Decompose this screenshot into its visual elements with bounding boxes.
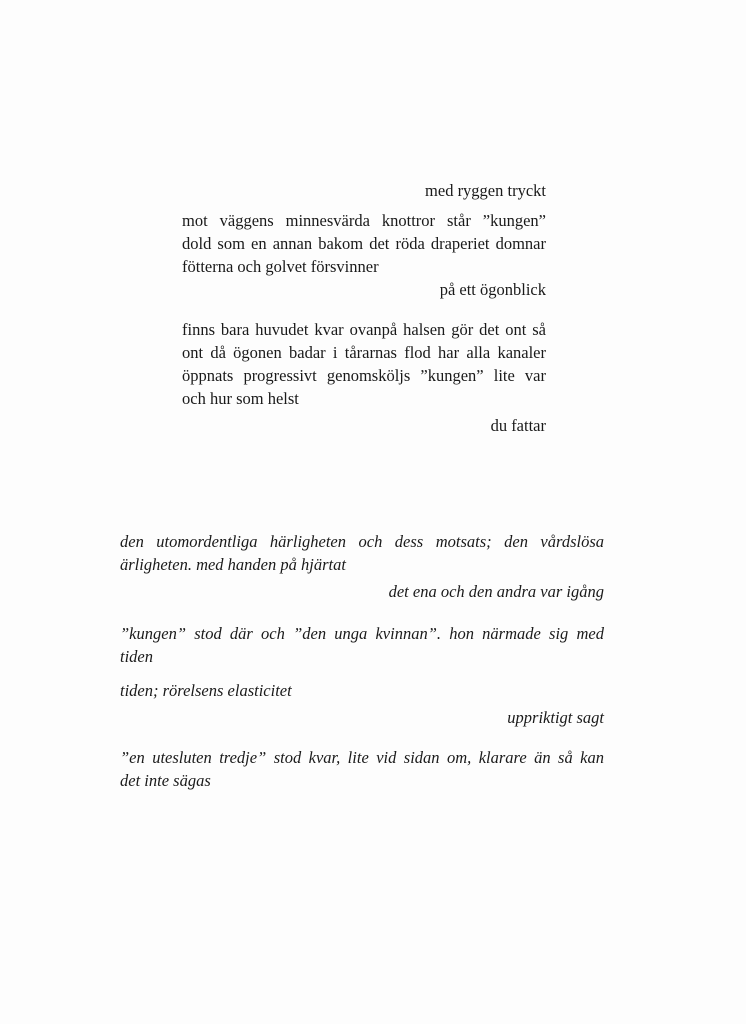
- poem-line: med ryggen tryckt: [425, 181, 546, 200]
- poem-line: ärligheten. med handen på hjärtat: [120, 555, 346, 574]
- poem-line: det inte sägas: [120, 771, 211, 790]
- poem-line: tiden: [120, 647, 153, 666]
- italic-stanza-3: [120, 679, 604, 729]
- poem-line: ”en utesluten tredje” stod kvar, lite vid sidan om, klarare än så kan: [120, 748, 604, 767]
- poem-line: uppriktigt sagt: [507, 708, 604, 727]
- poem-line: ”kungen” stod där och ”den unga kvinnan”. hon närmade sig med: [120, 624, 604, 643]
- poem-line: på ett ögonblick: [439, 280, 546, 299]
- poem-line: ont då ögonen badar i tårarnas flod har alla kanaler: [182, 343, 546, 362]
- poem-line: och hur som helst: [182, 389, 299, 408]
- poem-line: dold som en annan bakom det röda draperiet domnar: [182, 234, 546, 253]
- poem-line: finns bara huvudet kvar ovanpå halsen gör det ont så: [182, 320, 546, 339]
- italic-stanza-2: [120, 622, 604, 668]
- poem-line: den utomordentliga härligheten och dess motsats; den vårdslösa: [120, 532, 604, 551]
- poem-line: mot väggens minnesvärda knottror står ”kungen”: [182, 211, 546, 230]
- italic-stanza-4: [120, 746, 604, 792]
- poem-line: fötterna och golvet försvinner: [182, 257, 379, 276]
- poem-line: tiden; rörelsens elasticitet: [120, 681, 292, 700]
- poem-stanza-1: [182, 179, 546, 301]
- poem-line: det ena och den andra var igång: [388, 582, 604, 601]
- poem-stanza-2: [182, 318, 546, 437]
- italic-stanza-1: [120, 530, 604, 603]
- poem-line: öppnats progressivt genomsköljs ”kungen” lite var: [182, 366, 546, 385]
- poem-line: du fattar: [490, 416, 546, 435]
